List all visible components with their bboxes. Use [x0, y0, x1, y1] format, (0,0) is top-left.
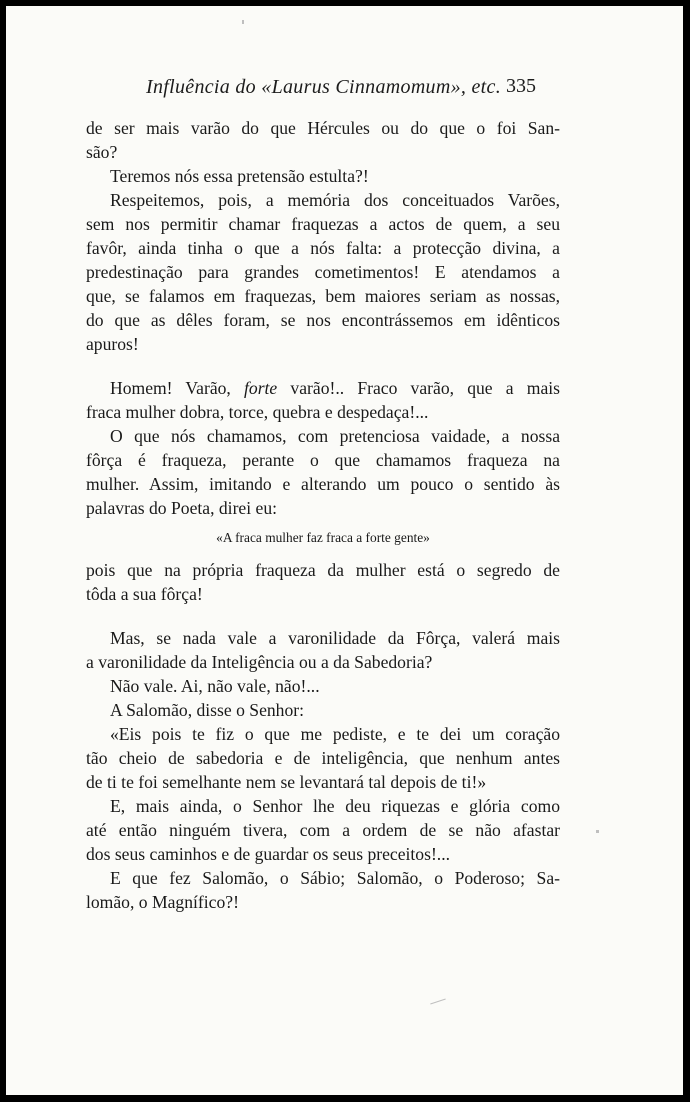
text-line: favôr, ainda tinha o que a nós falta: a protecção divina, a — [86, 238, 560, 258]
page-number: 335 — [506, 75, 536, 97]
text-line: O que nós chamamos, com pretenciosa vaidade, a nossa — [110, 426, 560, 446]
scan-speck — [242, 20, 244, 24]
text-line: de ser mais varão do que Hércules ou do que o foi San- — [86, 118, 560, 138]
text-line: A Salomão, disse o Senhor: — [110, 700, 305, 720]
text-line: Não vale. Ai, não vale, não!... — [110, 676, 320, 696]
poem-quote: «A fraca mulher faz fraca a forte gente» — [216, 530, 430, 545]
text-line: Homem! Varão, forte varão!.. Fraco varão, que a mais — [110, 378, 560, 398]
text-line: E que fez Salomão, o Sábio; Salomão, o Poderoso; Sa- — [110, 868, 560, 888]
text-line: Mas, se nada vale a varonilidade da Fôrça, valerá mais — [110, 628, 560, 648]
text-line: apuros! — [86, 334, 139, 354]
text-line: predestinação para grandes cometimentos! E atendamos a — [86, 262, 560, 282]
text-line: Respeitemos, pois, a memória dos conceituados Varões, — [110, 190, 560, 210]
text-line: palavras do Poeta, direi eu: — [86, 498, 278, 518]
text-line: tôda a sua fôrça! — [86, 584, 203, 604]
text-line: tão cheio de sabedoria e de inteligência, que nenhum antes — [86, 748, 560, 768]
text-line: Teremos nós essa pretensão estulta?! — [110, 166, 369, 186]
running-title: Influência do «Laurus Cinnamomum», etc. — [146, 76, 502, 98]
text-line: até então ninguém tivera, com a ordem de se não afastar — [86, 820, 560, 840]
body-text — [86, 116, 560, 914]
scan-speck — [596, 830, 599, 833]
text-line: que, se falamos em fraquezas, bem maiores seriam as nossas, — [86, 286, 560, 306]
text-line: lomão, o Magnífico?! — [86, 892, 239, 912]
text-line: sem nos permitir chamar fraquezas a actos de quem, a seu — [86, 214, 560, 234]
paragraph-gap — [86, 356, 560, 376]
text-line: de ti te foi semelhante nem se levantará tal depois de ti!» — [86, 772, 487, 792]
text-line: fôrça é fraqueza, perante o que chamamos fraqueza na — [86, 450, 560, 470]
text-line: são? — [86, 142, 118, 162]
text-line: fraca mulher dobra, torce, quebra e despedaça!... — [86, 402, 429, 422]
text-line: pois que na própria fraqueza da mulher está o segredo de — [86, 560, 560, 580]
book-page — [6, 6, 683, 1095]
text-line: a varonilidade da Inteligência ou a da Sabedoria? — [86, 652, 433, 672]
page-header — [6, 72, 683, 102]
text-line: «Eis pois te fiz o que me pediste, e te dei um coração — [110, 724, 560, 744]
text-line: mulher. Assim, imitando e alterando um pouco o sentido às — [86, 474, 560, 494]
emphasis-word: forte — [244, 378, 278, 398]
paragraph-gap — [86, 606, 560, 626]
scan-stroke — [430, 999, 446, 1005]
text-line: dos seus caminhos e de guardar os seus preceitos!... — [86, 844, 450, 864]
text-line: E, mais ainda, o Senhor lhe deu riquezas e glória como — [110, 796, 560, 816]
text-line: do que as dêles foram, se nos encontrássemos em idênticos — [86, 310, 560, 330]
